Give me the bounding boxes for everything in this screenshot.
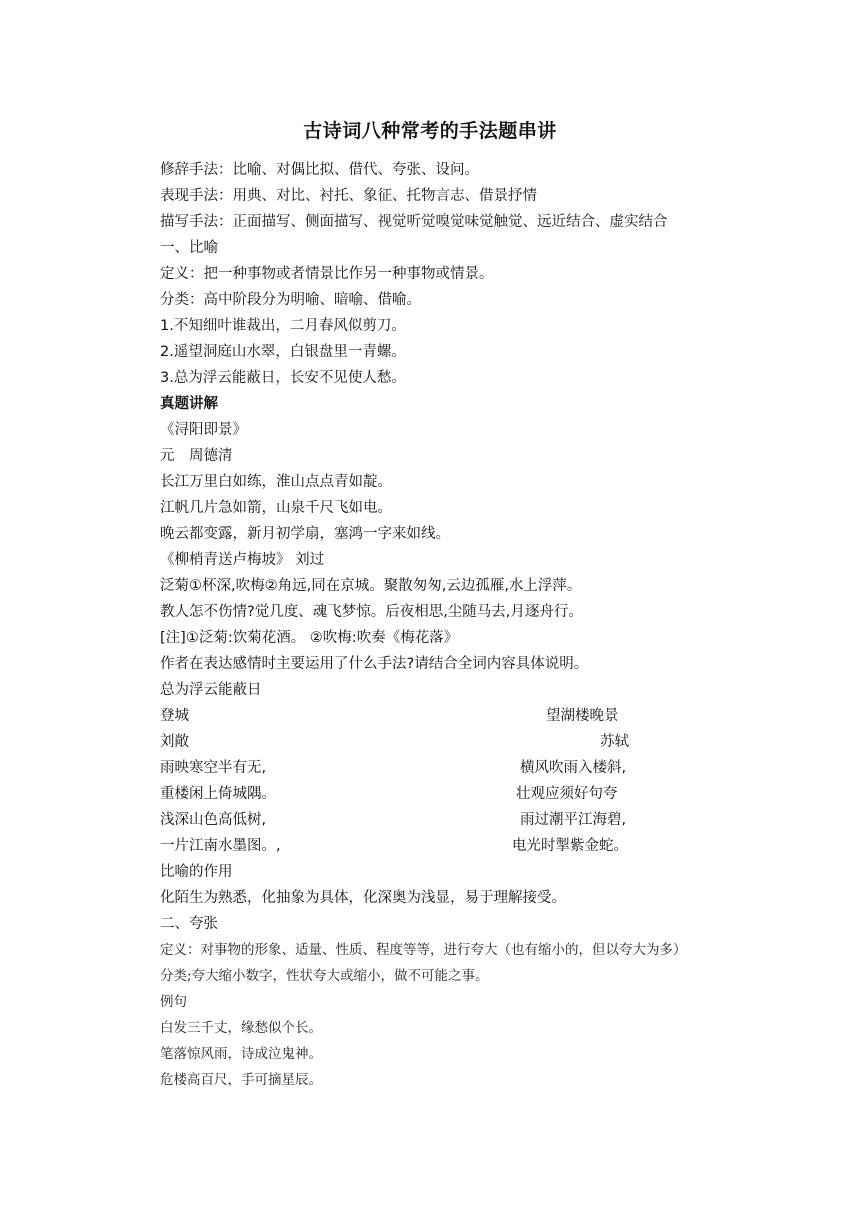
right-poem-line-2: 壮观应须好句夸 (516, 786, 618, 802)
metaphor-example-2: 2.遥望洞庭山水翠，白银盘里一青螺。 (160, 344, 406, 360)
poem2-question: 作者在表达感情时主要运用了什么手法?请结合全词内容具体说明。 (160, 656, 589, 672)
left-poem-line-1: 雨映寒空半有无, (160, 760, 267, 776)
expression-techniques-line: 表现手法：用典、对比、衬托、象征、托物言志、借景抒情 (160, 188, 537, 204)
hyperbole-definition: 定义：对事物的形象、适量、性质、程度等等，进行夸大（也有缩小的，但以夸大为多） (160, 942, 687, 958)
poem1-line-2: 江帆几片急如箭，山泉千尺飞如电。 (160, 500, 392, 516)
description-techniques-line: 描写手法：正面描写、侧面描写、视觉听觉嗅觉味觉触觉、远近结合、虚实结合 (160, 214, 668, 230)
right-poem-line-4: 电光时掣紫金蛇。 (512, 838, 628, 854)
section-heading-metaphor: 一、比喻 (160, 240, 218, 256)
hyperbole-example-heading: 例句 (160, 994, 187, 1010)
right-poem-line-1: 横风吹雨入楼斜, (520, 760, 627, 776)
left-poem-author: 刘敞 (160, 734, 189, 750)
phrase-line: 总为浮云能蔽日 (160, 682, 262, 698)
section-heading-hyperbole: 二、夸张 (160, 916, 218, 932)
page-title: 古诗词八种常考的手法题串讲 (303, 120, 557, 142)
hyperbole-example-1: 白发三千丈，缘愁似个长。 (160, 1020, 322, 1036)
left-poem-line-4: 一片江南水墨图。, (160, 838, 281, 854)
poem2-line-1: 泛菊①杯深,吹梅②角远,同在京城。聚散匆匆,云边孤雁,水上浮萍。 (160, 578, 582, 594)
poem1-author: 元 周德清 (160, 448, 233, 464)
poem2-title: 《柳梢青送卢梅坡》 刘过 (160, 552, 325, 568)
exam-heading: 真题讲解 (160, 396, 218, 412)
left-poem-line-2: 重楼闲上倚城隅。 (160, 786, 276, 802)
poem2-note: [注]①泛菊:饮菊花酒。 ②吹梅:吹奏《梅花落》 (160, 630, 459, 646)
metaphor-classification: 分类：高中阶段分为明喻、暗喻、借喻。 (160, 292, 421, 308)
right-poem-title: 望湖楼晚景 (546, 708, 619, 724)
poem1-line-1: 长江万里白如练，淮山点点青如靛。 (160, 474, 392, 490)
metaphor-effect-text: 化陌生为熟悉，化抽象为具体，化深奥为浅显，易于理解接受。 (160, 890, 566, 906)
hyperbole-example-2: 笔落惊风雨，诗成泣鬼神。 (160, 1046, 322, 1062)
poem1-line-3: 晚云都变露，新月初学扇，塞鸿一字来如线。 (160, 526, 450, 542)
right-poem-line-3: 雨过潮平江海碧, (520, 812, 627, 828)
hyperbole-classification: 分类;夸大缩小数字，性状夸大或缩小，做不可能之事。 (160, 968, 489, 984)
poem1-title: 《浔阳即景》 (160, 422, 247, 438)
metaphor-effect-heading: 比喻的作用 (160, 864, 233, 880)
poem2-line-2: 教人怎不伤情?觉几度、魂飞梦惊。后夜相思,尘随马去,月逐舟行。 (160, 604, 583, 620)
metaphor-example-1: 1.不知细叶谁裁出，二月春风似剪刀。 (160, 318, 406, 334)
metaphor-example-3: 3.总为浮云能蔽日，长安不见使人愁。 (160, 370, 406, 386)
left-poem-title: 登城 (160, 708, 189, 724)
metaphor-definition: 定义：把一种事物或者情景比作另一种事物或情景。 (160, 266, 494, 282)
right-poem-author: 苏轼 (600, 734, 629, 750)
hyperbole-example-3: 危楼高百尺，手可摘星辰。 (160, 1072, 322, 1088)
left-poem-line-3: 浅深山色高低树, (160, 812, 267, 828)
rhetoric-techniques-line: 修辞手法：比喻、对偶比拟、借代、夸张、设问。 (160, 162, 479, 178)
